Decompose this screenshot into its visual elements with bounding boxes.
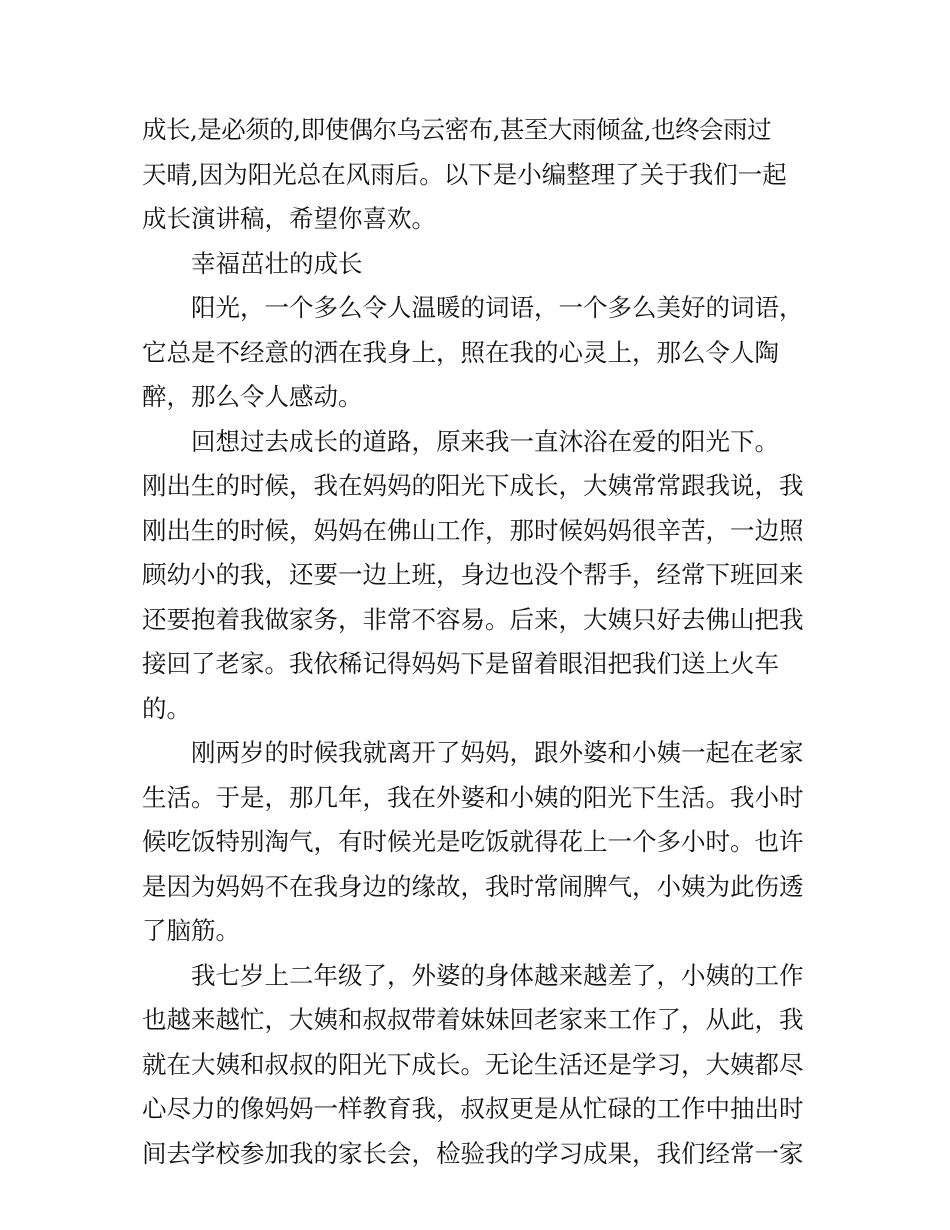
text-line: 顾幼小的我，还要一边上班，身边也没个帮手，经常下班回来 bbox=[142, 560, 804, 589]
text-line: 天晴,因为阳光总在风雨后。以下是小编整理了关于我们一起 bbox=[142, 159, 787, 189]
document-body bbox=[142, 108, 812, 1176]
text-line: 它总是不经意的洒在我身上，照在我的心灵上，那么令人陶 bbox=[142, 337, 779, 367]
text-line: 刚两岁的时候我就离开了妈妈，跟外婆和小姨一起在老家 bbox=[191, 738, 804, 767]
text-line: 醉，那么令人感动。 bbox=[142, 382, 363, 411]
text-line: 成长,是必须的,即使偶尔乌云密布,甚至大雨倾盆,也终会雨过 bbox=[142, 115, 772, 144]
text-line: 了脑筋。 bbox=[142, 916, 240, 945]
text-line: 刚出生的时候，妈妈在佛山工作，那时候妈妈很辛苦，一边照 bbox=[142, 515, 804, 545]
text-line: 心尽力的像妈妈一样教育我，叔叔更是从忙碌的工作中抽出时 bbox=[142, 1094, 804, 1123]
text-line: 接回了老家。我依稀记得妈妈下是留着眼泪把我们送上火车 bbox=[142, 649, 779, 678]
text-line: 回想过去成长的道路，原来我一直沐浴在爱的阳光下。 bbox=[191, 426, 779, 456]
text-line: 也越来越忙，大姨和叔叔带着妹妹回老家来工作了，从此，我 bbox=[142, 1005, 804, 1034]
section-heading: 幸福茁壮的成长 bbox=[191, 248, 363, 278]
text-line: 刚出生的时候，我在妈妈的阳光下成长，大姨常常跟我说，我 bbox=[142, 471, 804, 500]
text-line: 是因为妈妈不在我身边的缘故，我时常闹脾气，小姨为此伤透 bbox=[142, 871, 804, 901]
text-line: 生活。于是，那几年，我在外婆和小姨的阳光下生活。我小时 bbox=[142, 782, 804, 812]
text-line: 成长演讲稿，希望你喜欢。 bbox=[142, 204, 436, 233]
text-line: 还要抱着我做家务，非常不容易。后来，大姨只好去佛山把我 bbox=[142, 604, 804, 634]
text-line: 我七岁上二年级了，外婆的身体越来越差了，小姨的工作 bbox=[191, 960, 804, 990]
text-line: 阳光，一个多么令人温暖的词语，一个多么美好的词语， bbox=[191, 293, 804, 322]
text-line: 的。 bbox=[142, 693, 191, 723]
text-line: 间去学校参加我的家长会，检验我的学习成果，我们经常一家 bbox=[142, 1138, 804, 1168]
text-line: 就在大姨和叔叔的阳光下成长。无论生活还是学习，大姨都尽 bbox=[142, 1049, 804, 1079]
text-line: 候吃饭特别淘气，有时候光是吃饭就得花上一个多小时。也许 bbox=[142, 827, 804, 856]
